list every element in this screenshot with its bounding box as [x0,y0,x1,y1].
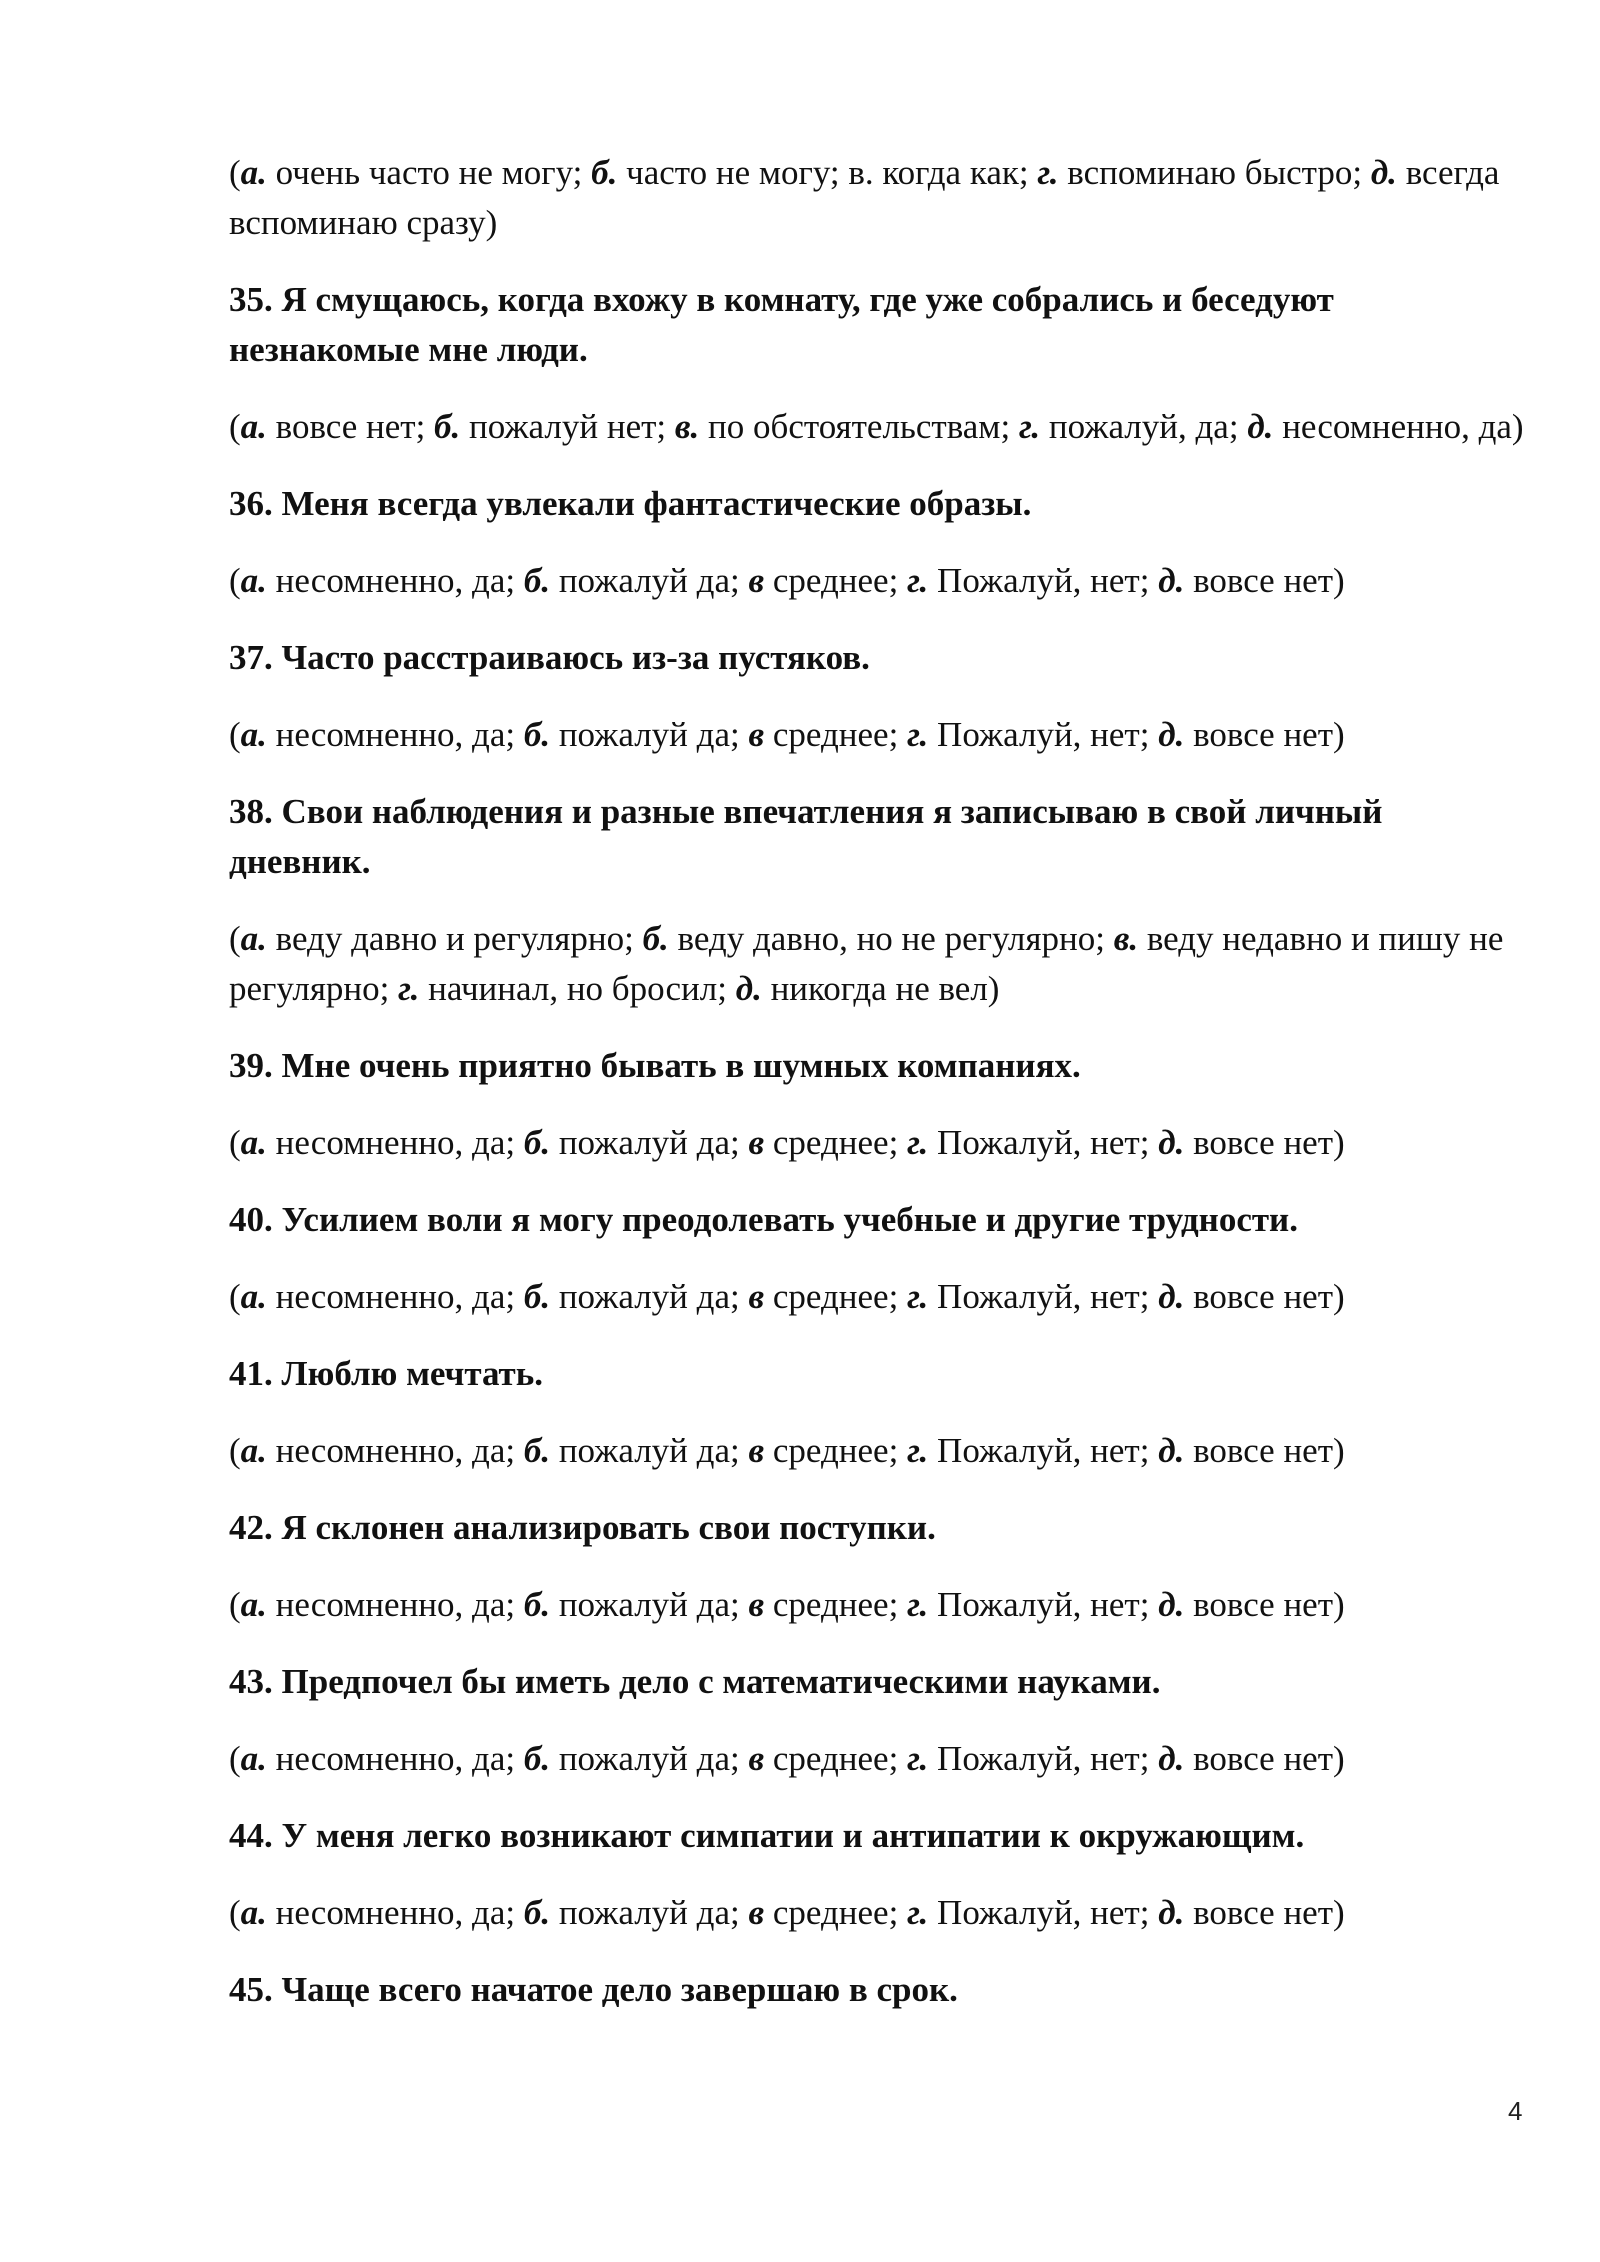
option-letter: г. [907,715,929,754]
option-letter: г. [907,1739,929,1778]
option-text: Пожалуй, нет; [928,1123,1159,1162]
option-text: Пожалуй, нет; [928,1893,1159,1932]
option-letter: г. [907,1123,929,1162]
option-letter: б. [523,1277,551,1316]
option-text: пожалуй да; [550,1123,749,1162]
option-letter: а. [240,561,267,600]
option-letter: д. [1158,1431,1185,1470]
option-letter: б. [434,407,461,446]
option-letter: б. [642,919,669,958]
option-text: вовсе нет) [1184,1431,1345,1470]
option-letter: д. [1158,1893,1185,1932]
option-text: среднее; [764,1739,908,1778]
option-text: несомненно, да; [266,1123,524,1162]
option-text: пожалуй да; [550,715,749,754]
answer-options [229,1118,1529,1168]
option-text: по обстоятельствам; [699,407,1019,446]
option-letter: б. [523,1585,551,1624]
question-text: 40. Усилием воли я могу преодолевать учебные и другие трудности. [229,1200,1298,1239]
option-text: Пожалуй, нет; [928,1739,1159,1778]
page-number: 4 [1508,2096,1523,2126]
option-text: вовсе нет) [1184,1277,1345,1316]
option-text: ( [229,919,241,958]
option-text: вовсе нет) [1184,1123,1345,1162]
option-text: Пожалуй, нет; [928,1585,1159,1624]
question-text: 36. Меня всегда увлекали фантастические образы. [229,484,1032,523]
option-text: вовсе нет) [1184,1893,1345,1932]
option-letter: г. [907,1431,929,1470]
option-text: ( [229,561,241,600]
option-letter: б. [523,1431,551,1470]
question-text: 38. Свои наблюдения и разные впечатления я записываю в свой личный дневник. [229,792,1383,881]
option-letter: г. [398,969,420,1008]
option-letter: в [748,561,765,600]
option-text: среднее; [764,561,908,600]
option-text: среднее; [764,1123,908,1162]
option-letter: а. [240,1585,267,1624]
option-text: несомненно, да; [266,1585,524,1624]
option-letter: б. [591,153,618,192]
answer-options [229,148,1529,248]
option-letter: г. [1018,407,1041,446]
option-text: среднее; [764,1431,908,1470]
answer-options [229,1272,1529,1322]
option-letter: б. [523,715,551,754]
option-text: часто не могу; в. когда как; [617,153,1038,192]
option-letter: д. [1247,407,1274,446]
option-letter: б. [523,561,551,600]
option-text: несомненно, да; [266,1277,524,1316]
answer-options [229,402,1529,452]
option-text: несомненно, да; [266,1431,524,1470]
answer-options [229,1426,1529,1476]
option-letter: в [748,1123,765,1162]
answer-options [229,1580,1529,1630]
option-letter: в [748,1585,765,1624]
option-letter: г. [907,1893,929,1932]
option-text: веду недавно и пишу не регулярно; [229,919,1504,1008]
option-text: ( [229,1123,241,1162]
option-text: пожалуй да; [550,1431,749,1470]
option-text: пожалуй да; [550,1739,749,1778]
option-text: пожалуй да; [550,1585,749,1624]
option-text: ( [229,153,241,192]
option-letter: в. [1113,919,1139,958]
option-text: среднее; [764,1277,908,1316]
question-text: 42. Я склонен анализировать свои поступки. [229,1508,936,1547]
option-letter: а. [240,919,267,958]
option-text: среднее; [764,1585,908,1624]
answer-options [229,1734,1529,1784]
option-letter: д. [1158,1739,1185,1778]
option-letter: д. [1158,561,1185,600]
option-letter: б. [523,1739,551,1778]
option-text: пожалуй да; [550,1893,749,1932]
option-text: пожалуй да; [550,1277,749,1316]
option-text: вовсе нет) [1184,1739,1345,1778]
option-letter: а. [240,407,267,446]
option-text: вспоминаю быстро; [1058,153,1371,192]
option-letter: в [748,715,765,754]
option-text: вовсе нет) [1184,561,1345,600]
option-text: несомненно, да) [1273,407,1524,446]
option-text: среднее; [764,715,908,754]
option-text: несомненно, да; [266,1893,524,1932]
option-letter: в [748,1277,765,1316]
answer-options [229,1888,1529,1938]
option-letter: а. [240,715,267,754]
option-text: пожалуй, да; [1040,407,1248,446]
option-text: ( [229,1893,241,1932]
option-text: среднее; [764,1893,908,1932]
option-letter: а. [240,1739,267,1778]
option-letter: д. [1370,153,1397,192]
option-text: ( [229,1739,241,1778]
option-letter: б. [523,1123,551,1162]
option-text: вовсе нет; [266,407,435,446]
option-text: Пожалуй, нет; [928,715,1159,754]
option-text: несомненно, да; [266,1739,524,1778]
option-text: ( [229,407,241,446]
option-text: веду давно, но не регулярно; [668,919,1114,958]
option-text: ( [229,1585,241,1624]
option-letter: д. [1158,715,1185,754]
option-letter: г. [907,1585,929,1624]
option-letter: д. [735,969,762,1008]
option-letter: а. [240,1277,267,1316]
option-text: несомненно, да; [266,561,524,600]
option-letter: г. [907,561,929,600]
option-letter: д. [1158,1277,1185,1316]
option-letter: в. [674,407,700,446]
option-text: пожалуй нет; [460,407,675,446]
option-text: вовсе нет) [1184,1585,1345,1624]
answer-options [229,710,1529,760]
question-text: 44. У меня легко возникают симпатии и антипатии к окружающим. [229,1816,1305,1855]
option-text: Пожалуй, нет; [928,1277,1159,1316]
option-text: веду давно и регулярно; [266,919,643,958]
question-text: 37. Часто расстраиваюсь из-за пустяков. [229,638,870,677]
option-letter: г. [907,1277,929,1316]
option-letter: в [748,1739,765,1778]
option-letter: д. [1158,1585,1185,1624]
option-text: ( [229,1431,241,1470]
option-letter: в [748,1893,765,1932]
question-text: 43. Предпочел бы иметь дело с математическими науками. [229,1662,1161,1701]
option-text: пожалуй да; [550,561,749,600]
option-text: вовсе нет) [1184,715,1345,754]
option-letter: а. [240,1431,267,1470]
option-text: Пожалуй, нет; [928,1431,1159,1470]
question-text: 39. Мне очень приятно бывать в шумных компаниях. [229,1046,1081,1085]
option-text: начинал, но бросил; [419,969,736,1008]
option-letter: д. [1158,1123,1185,1162]
question-text: 35. Я смущаюсь, когда вхожу в комнату, где уже собрались и беседуют незнакомые мне люди. [229,280,1334,369]
question-text: 41. Люблю мечтать. [229,1354,543,1393]
option-text: очень часто не могу; [266,153,592,192]
option-letter: а. [240,1123,267,1162]
option-letter: а. [240,1893,267,1932]
option-letter: г. [1037,153,1059,192]
document-body [229,148,1529,2042]
option-letter: б. [523,1893,551,1932]
answer-options [229,914,1529,1014]
option-text: несомненно, да; [266,715,524,754]
question-text: 45. Чаще всего начатое дело завершаю в срок. [229,1970,958,2009]
option-text: ( [229,715,241,754]
option-letter: а. [240,153,267,192]
option-text: ( [229,1277,241,1316]
option-letter: в [748,1431,765,1470]
answer-options [229,556,1529,606]
option-text: никогда не вел) [761,969,1000,1008]
option-text: всегда вспоминаю сразу) [229,153,1500,242]
option-text: Пожалуй, нет; [928,561,1159,600]
